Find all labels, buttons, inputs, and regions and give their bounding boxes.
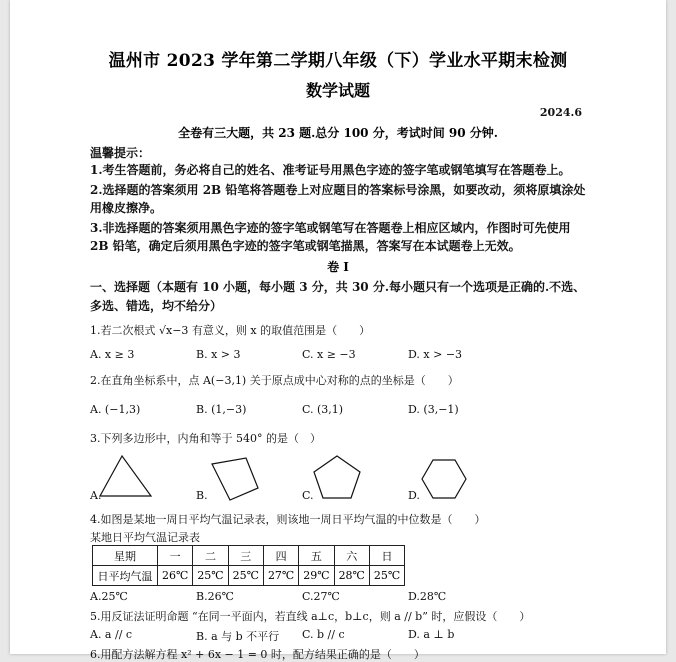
table-cell: 五 bbox=[299, 546, 334, 566]
q5-stem: 5.用反证法证明命题 “在同一平面内，若直线 a⊥c，b⊥c，则 a // b” 时，应假设（ ） bbox=[90, 610, 531, 623]
q1-stem: 1.若二次根式 √x−3 有意义，则 x 的取值范围是（ ） bbox=[90, 324, 371, 337]
q4-option-d: D.28℃ bbox=[408, 590, 447, 603]
q2-option-a: A. (−1,3) bbox=[90, 403, 141, 416]
table-cell: 28℃ bbox=[334, 566, 369, 586]
tip-line-2: 2.选择题的答案须用 2B 铅笔将答题卷上对应题目的答案标号涂黑，如要改动，须将原填涂处 bbox=[90, 183, 586, 197]
temperature-table bbox=[92, 545, 405, 586]
exam-subtitle: 数学试题 bbox=[305, 81, 370, 100]
tip-line-4: 3.非选择题的答案须用黑色字迹的签字笔或钢笔写在答题卷上相应区域内，作图时可先使用 bbox=[90, 221, 571, 235]
quadrilateral-figure bbox=[212, 458, 258, 500]
table-cell: 星期 bbox=[93, 546, 158, 566]
q3-option-b: B. bbox=[196, 489, 208, 502]
table-row bbox=[93, 566, 405, 586]
table-cell: 27℃ bbox=[263, 566, 298, 586]
table-cell: 二 bbox=[193, 546, 228, 566]
q2-option-b: B. (1,−3) bbox=[196, 403, 247, 416]
q1-option-b: B. x > 3 bbox=[196, 348, 241, 361]
q4-option-a: A.25℃ bbox=[90, 590, 128, 603]
table-cell: 日 bbox=[369, 546, 404, 566]
q5-option-d: D. a ⊥ b bbox=[408, 628, 455, 641]
section1-heading-cont: 多选、错选，均不给分） bbox=[90, 299, 223, 313]
tip-line-1: 1.考生答题前，务必将自己的姓名、准考证号用黑色字迹的签字笔或钢笔填写在答题卷上。 bbox=[90, 163, 571, 177]
exam-info: 全卷有三大题，共 23 题.总分 100 分，考试时间 90 分钟. bbox=[178, 126, 498, 140]
exam-title: 温州市 2023 学年第二学期八年级（下）学业水平期末检测 bbox=[108, 51, 568, 71]
table-cell: 三 bbox=[228, 546, 263, 566]
exam-date: 2024.6 bbox=[539, 106, 582, 119]
table-cell: 26℃ bbox=[158, 566, 193, 586]
tips-heading: 温馨提示： bbox=[90, 146, 151, 160]
q4-table-caption: 某地日平均气温记录表 bbox=[90, 531, 200, 544]
q3-option-d: D. bbox=[408, 489, 420, 502]
section1-heading: 一、选择题（本题有 10 小题，每小题 3 分，共 30 分.每小题只有一个选项是正确的.不选、 bbox=[90, 280, 586, 294]
q2-option-c: C. (3,1) bbox=[302, 403, 344, 416]
q2-stem: 2.在直角坐标系中，点 A(−3,1) 关于原点成中心对称的点的坐标是（ ） bbox=[90, 374, 459, 387]
pentagon-figure bbox=[314, 456, 360, 498]
table-cell: 25℃ bbox=[228, 566, 263, 586]
table-cell: 四 bbox=[263, 546, 298, 566]
q5-option-b: B. a 与 b 不平行 bbox=[196, 630, 280, 643]
tip-line-3: 用橡皮擦净。 bbox=[90, 201, 163, 215]
table-cell: 25℃ bbox=[369, 566, 404, 586]
q4-option-b: B.26℃ bbox=[196, 590, 234, 603]
tip-line-5: 2B 铅笔，确定后须用黑色字迹的签字笔或钢笔描黑，答案写在本试题卷上无效。 bbox=[90, 239, 521, 253]
triangle-figure bbox=[100, 456, 151, 496]
q4-option-c: C.27℃ bbox=[302, 590, 340, 603]
q3-option-c: C. bbox=[302, 489, 314, 502]
table-cell: 日平均气温 bbox=[93, 566, 158, 586]
table-cell: 29℃ bbox=[299, 566, 334, 586]
volume-label: 卷 I bbox=[327, 260, 349, 274]
table-header-row bbox=[93, 546, 405, 566]
q1-option-c: C. x ≥ −3 bbox=[302, 348, 356, 361]
q2-option-d: D. (3,−1) bbox=[408, 403, 459, 416]
table-cell: 25℃ bbox=[193, 566, 228, 586]
q3-polygon-figures bbox=[10, 450, 666, 506]
table-cell: 六 bbox=[334, 546, 369, 566]
q1-option-a: A. x ≥ 3 bbox=[90, 348, 135, 361]
q3-stem: 3.下列多边形中，内角和等于 540° 的是（ ） bbox=[90, 432, 321, 445]
q1-option-d: D. x > −3 bbox=[408, 348, 463, 361]
q6-stem-partial: 6.用配方法解方程 x² + 6x − 1 = 0 时，配方结果正确的是（ ） bbox=[90, 648, 425, 661]
q5-option-c: C. b // c bbox=[302, 628, 345, 641]
q5-option-a: A. a // c bbox=[90, 628, 133, 641]
q4-stem: 4.如图是某地一周日平均气温记录表，则该地一周日平均气温的中位数是（ ） bbox=[90, 513, 486, 526]
document-page bbox=[10, 0, 666, 661]
q3-option-a: A. bbox=[90, 489, 102, 502]
table-cell: 一 bbox=[158, 546, 193, 566]
hexagon-figure bbox=[422, 460, 466, 498]
